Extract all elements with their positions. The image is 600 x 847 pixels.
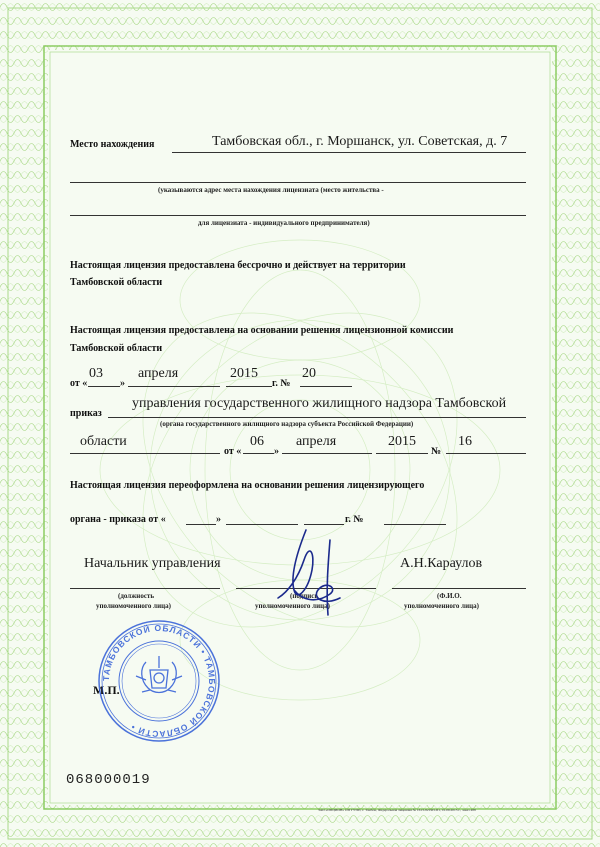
location-hint-1: (указываются адрес места нахождения лицензиата (место жительства - (158, 186, 384, 194)
position-hint-2: уполномоченного лица) (96, 602, 171, 610)
location-underline (172, 152, 526, 153)
location-value: Тамбовская обл., г. Моршанск, ул. Советская, д. 7 (212, 134, 508, 149)
order-year: 2015 (388, 434, 416, 449)
reissue-line-1: Настоящая лицензия переоформлена на основании решения лицензирующего (70, 480, 425, 491)
order-issuer-2: области (80, 434, 127, 449)
order-month-underline (282, 453, 372, 454)
order-year-underline (376, 453, 428, 454)
term-line-1: Настоящая лицензия предоставлена бессрочно и действует на территории (70, 260, 406, 271)
basis-line-1: Настоящая лицензия предоставлена на основании решения лицензионной комиссии (70, 325, 454, 336)
svg-text:ТАМБОВСКОЙ ОБЛАСТИ • ТАМБОВСКО: ТАМБОВСКОЙ ОБЛАСТИ • ТАМБОВСКОЙ ОБЛАСТИ • (100, 622, 218, 740)
reissue-year-suffix: г. № (345, 514, 364, 525)
term-line-2: Тамбовской области (70, 277, 163, 288)
name-hint-2: уполномоченного лица) (404, 602, 479, 610)
basis-month: апреля (138, 366, 179, 381)
handwritten-signature (268, 520, 358, 630)
order-number-label: № (431, 446, 442, 457)
basis-year-suffix: г. № (272, 378, 291, 389)
order-day-close: » (274, 446, 279, 457)
location-underline-3 (70, 215, 526, 216)
name-hint-1: (Ф.И.О. (437, 592, 462, 600)
reissue-day-close: » (216, 514, 221, 525)
signature-hint-1: (подпись (290, 592, 319, 600)
position-underline (70, 588, 220, 589)
official-seal (96, 618, 222, 744)
name-value: А.Н.Караулов (400, 556, 483, 571)
position-value: Начальник управления (84, 556, 221, 571)
order-number-underline (446, 453, 526, 454)
name-underline (392, 588, 526, 589)
order-issuer-2-underline (70, 453, 220, 454)
location-label: Место нахождения (70, 139, 155, 150)
basis-year-underline (226, 386, 272, 387)
order-hint: (органа государственного жилищного надзора субъекта Российской Федерации) (160, 420, 414, 428)
signature-hint-2: уполномоченного лица) (255, 602, 330, 610)
basis-line-2: Тамбовской области (70, 343, 163, 354)
position-hint-1: (должность (118, 592, 155, 600)
order-month: апреля (296, 434, 337, 449)
basis-number: 20 (302, 366, 316, 381)
basis-year: 2015 (230, 366, 258, 381)
order-issuer-underline (108, 417, 526, 418)
order-from-label: от « (224, 446, 242, 457)
basis-from-label: от « (70, 378, 88, 389)
order-issuer-1: управления государственного жилищного надзора Тамбовской (132, 396, 507, 411)
order-day-underline (243, 453, 274, 454)
location-underline-2 (70, 182, 526, 183)
basis-day: 03 (89, 366, 103, 381)
order-label: приказ (70, 408, 102, 419)
serial-number: 068000019 (66, 772, 151, 788)
printer-note: ЗАО «ОПЦИОН» ОП ГУПП, г. Тамбов, Федеральная лицензия № 1613-8219П-П1, 01.09.2015 г., заказ 488 (318, 808, 476, 812)
reissue-line-2: органа - приказа от « (70, 514, 166, 525)
reissue-number-underline (384, 524, 446, 525)
basis-day-close: » (120, 378, 125, 389)
basis-number-underline (300, 386, 352, 387)
reissue-day-underline (186, 524, 216, 525)
order-day: 06 (250, 434, 264, 449)
basis-month-underline (128, 386, 220, 387)
mp-label: М.П. (93, 683, 120, 697)
order-number: 16 (458, 434, 472, 449)
location-hint-2: для лицензиата - индивидуального предпринимателя) (198, 219, 370, 227)
basis-day-underline (88, 386, 120, 387)
